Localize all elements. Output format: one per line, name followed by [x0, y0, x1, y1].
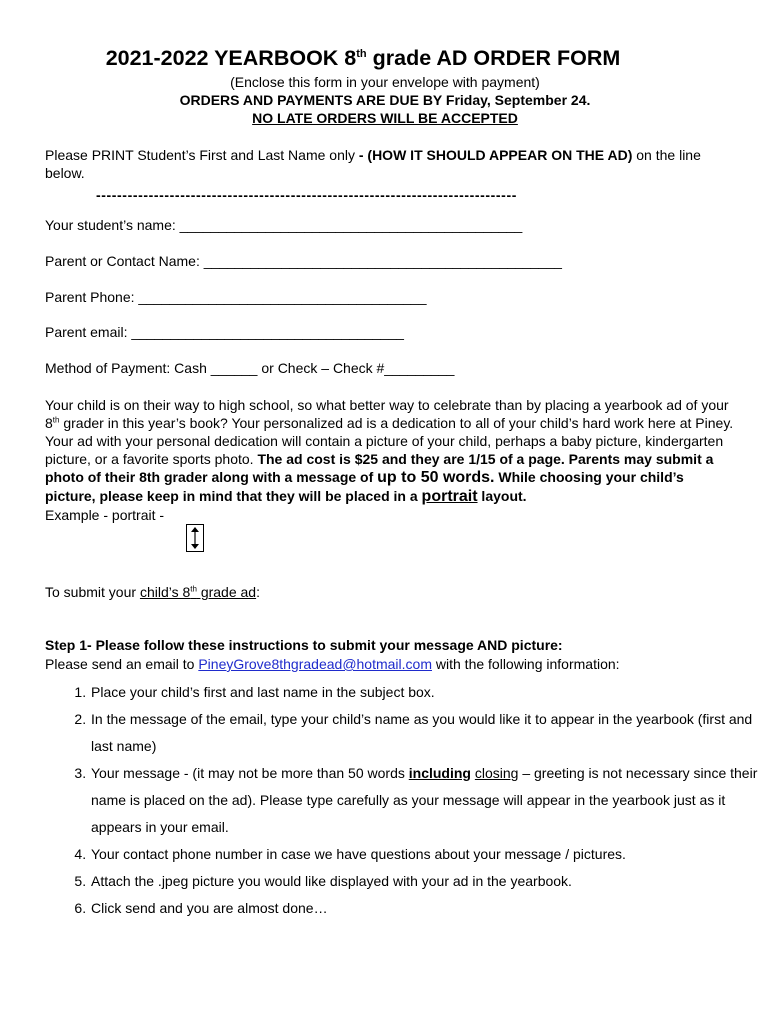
vertical-arrow-icon	[187, 525, 203, 551]
submit-heading	[45, 583, 260, 601]
description-text-cont: grader in this year’s book? Your personalized ad is a dedication to all of your child’s hard work here at Piney. Your ad with your personal dedication will contain a picture of your child, perhaps a baby picture, kindergarten picture, or a favorite sports photo.	[45, 415, 734, 467]
description-paragraph	[45, 396, 735, 524]
instruction-list	[45, 679, 770, 922]
send-email-lead: Please send an email to	[45, 656, 199, 672]
form-title	[0, 46, 726, 71]
parent-phone-field[interactable]: Parent Phone: _____________________________________	[45, 289, 427, 305]
parent-name-field[interactable]: Parent or Contact Name: ______________________________________________	[45, 253, 562, 269]
title-text: 2021-2022 YEARBOOK 8	[105, 46, 357, 70]
student-name-field[interactable]: Your student’s name: ____________________________________________	[45, 217, 523, 233]
portrait-word: portrait	[421, 488, 478, 505]
no-late-note: NO LATE ORDERS WILL BE ACCEPTED	[252, 110, 518, 126]
list-item: 5. Attach the .jpeg picture you would like displayed with your ad in the yearbook.	[90, 868, 770, 895]
example-label: Example - portrait -	[45, 507, 165, 523]
including-emphasis: including	[408, 765, 471, 781]
list-item: 1. Place your child’s first and last name in the subject box.	[90, 679, 770, 706]
dashed-separator: --------------------------------------------------------------------------------	[96, 187, 517, 203]
print-instruction-tail: on the line below.	[45, 147, 701, 181]
send-email-line	[45, 655, 620, 673]
submit-childs: child’s 8	[139, 584, 191, 600]
title-superscript: th	[356, 47, 367, 60]
submit-grade-ad: grade ad	[196, 584, 257, 600]
title-text-end: grade AD ORDER FORM	[366, 46, 621, 70]
list-item-text-cont: – greeting is not necessary since their name is placed on the ad). Please type carefully as your message will appear in the yearbook just as it appears in your email.	[91, 765, 758, 835]
choosing-note: While choosing your child’s picture, please keep in mind that they will be placed in a	[45, 469, 684, 504]
description-text: Your child is on their way to high school, so what better way to celebrate than by placing a yearbook ad of your 8	[45, 397, 729, 431]
email-link[interactable]: PineyGrove8thgradead@hotmail.com	[198, 656, 432, 672]
portrait-example-icon	[186, 524, 204, 552]
closing-emphasis: closing	[474, 765, 519, 781]
word-limit: up to 50 words.	[377, 469, 495, 486]
list-item: 4. Your contact phone number in case we have questions about your message / pictures.	[90, 841, 770, 868]
list-item	[90, 760, 770, 841]
submit-colon: :	[256, 584, 260, 600]
submit-lead: To submit your	[45, 584, 140, 600]
cost-statement: The ad cost is $25 and they are 1/15 of a page. Parents may submit a photo of their 8th grader along with a message of	[45, 451, 714, 485]
list-item: 2. In the message of the email, type your child’s name as you would like it to appear in the yearbook (first and last name)	[90, 706, 770, 760]
submit-childs-grade	[140, 584, 256, 600]
print-instruction	[45, 146, 735, 182]
description-superscript: th	[52, 415, 60, 425]
layout-word: layout.	[477, 488, 527, 504]
due-date-note: ORDERS AND PAYMENTS ARE DUE BY Friday, September 24.	[179, 92, 591, 108]
list-item-text: Your message - (it may not be more than 50 words	[91, 765, 409, 781]
submit-superscript: th	[190, 584, 197, 594]
payment-method-field[interactable]: Method of Payment: Cash ______ or Check – Check #_________	[45, 360, 455, 376]
print-instruction-emphasis: - (HOW IT SHOULD APPEAR ON THE AD)	[358, 147, 633, 163]
send-email-tail: with the following information:	[432, 656, 620, 672]
print-instruction-lead: Please PRINT Student’s First and Last Name only	[45, 147, 359, 163]
list-item: 6. Click send and you are almost done…	[90, 895, 770, 922]
step1-heading: Step 1- Please follow these instructions to submit your message AND picture:	[45, 637, 563, 653]
parent-email-field[interactable]: Parent email: ___________________________________	[45, 324, 404, 340]
enclose-note: (Enclose this form in your envelope with payment)	[230, 74, 540, 90]
